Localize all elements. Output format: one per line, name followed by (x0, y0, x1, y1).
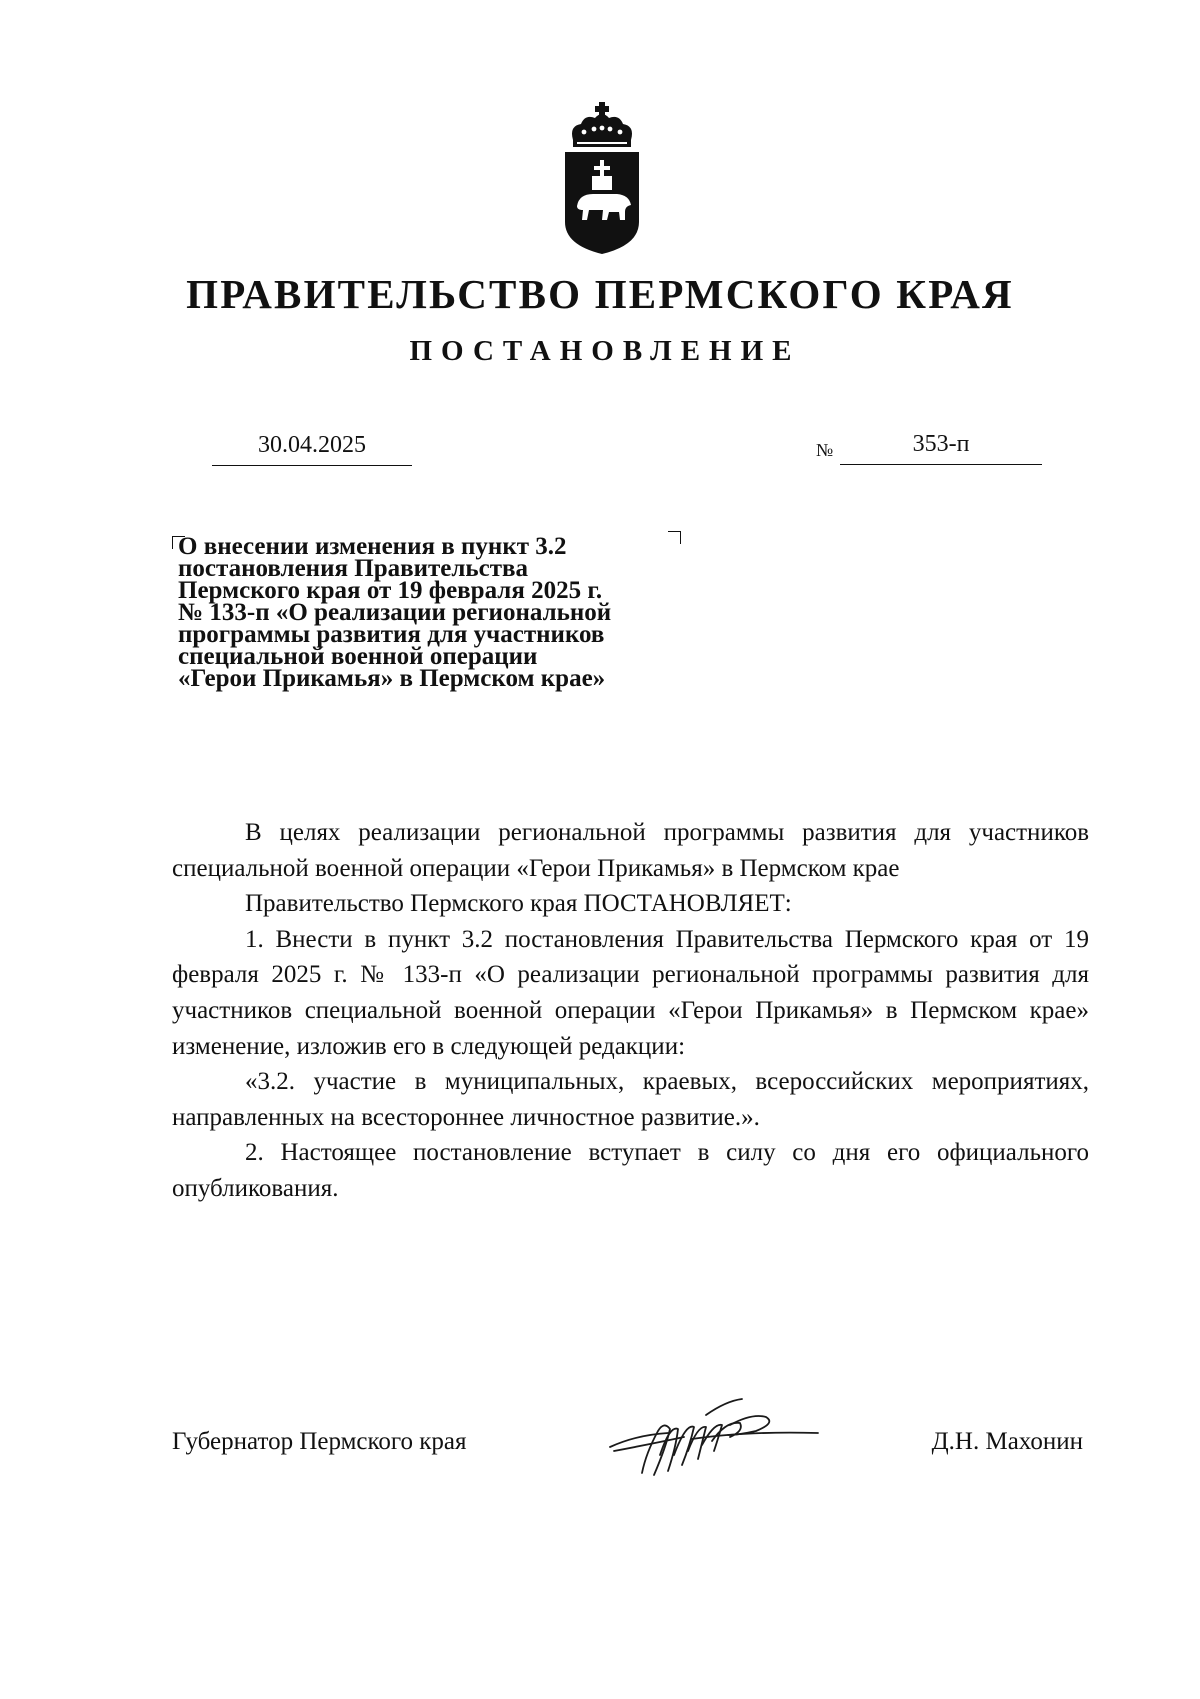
document-subject (178, 533, 698, 692)
subject-line: специальной военной операции (178, 643, 538, 670)
coat-of-arms-emblem (559, 102, 645, 254)
signatory-name: Д.Н. Махонин (931, 1428, 1083, 1455)
number-sign: № (816, 440, 834, 460)
subject-line: постановления Правительства (178, 555, 528, 582)
decree-paragraph: Правительство Пермского края ПОСТАНОВЛЯЕТ: (245, 890, 792, 918)
subject-line: № 133-п «О реализации региональной (178, 599, 612, 626)
subject-line: «Герои Прикамья» в Пермском крае» (178, 665, 606, 692)
preamble-paragraph: В целях реализации региональной программы развития для участников специальной военной операции «Герои Прикамья» в Пермском крае (172, 819, 1089, 882)
document-date: 30.04.2025 (212, 425, 412, 466)
subject-line: Пермского края от 19 февраля 2025 г. (178, 577, 603, 604)
subject-line: О внесении изменения в пункт 3.2 (178, 533, 567, 560)
signatory-position: Губернатор Пермского края (172, 1428, 467, 1455)
item-2-paragraph: 2. Настоящее постановление вступает в силу со дня его официального опубликования. (172, 1139, 1089, 1202)
government-title: ПРАВИТЕЛЬСТВО ПЕРМСКОГО КРАЯ (186, 271, 1014, 317)
item-1-paragraph: 1. Внести в пункт 3.2 постановления Правительства Пермского края от 19 февраля 2025 г. № 133-п «О реализации региональной программы развития для участников специальной военной операции «Герои Прикамья» в Пермском крае» изменение, изложив его в следующей редакции: (172, 925, 1089, 1060)
subject-line: программы развития для участников (178, 621, 605, 648)
quoted-amendment-paragraph: «3.2. участие в муниципальных, краевых, всероссийских мероприятиях, направленных на всестороннее личностное развитие.». (172, 1068, 1089, 1131)
document-number: 353-п (840, 424, 1042, 465)
document-type-heading: ПОСТАНОВЛЕНИЕ (409, 335, 801, 367)
document-body (172, 815, 1089, 1207)
handwritten-signature (606, 1395, 836, 1480)
